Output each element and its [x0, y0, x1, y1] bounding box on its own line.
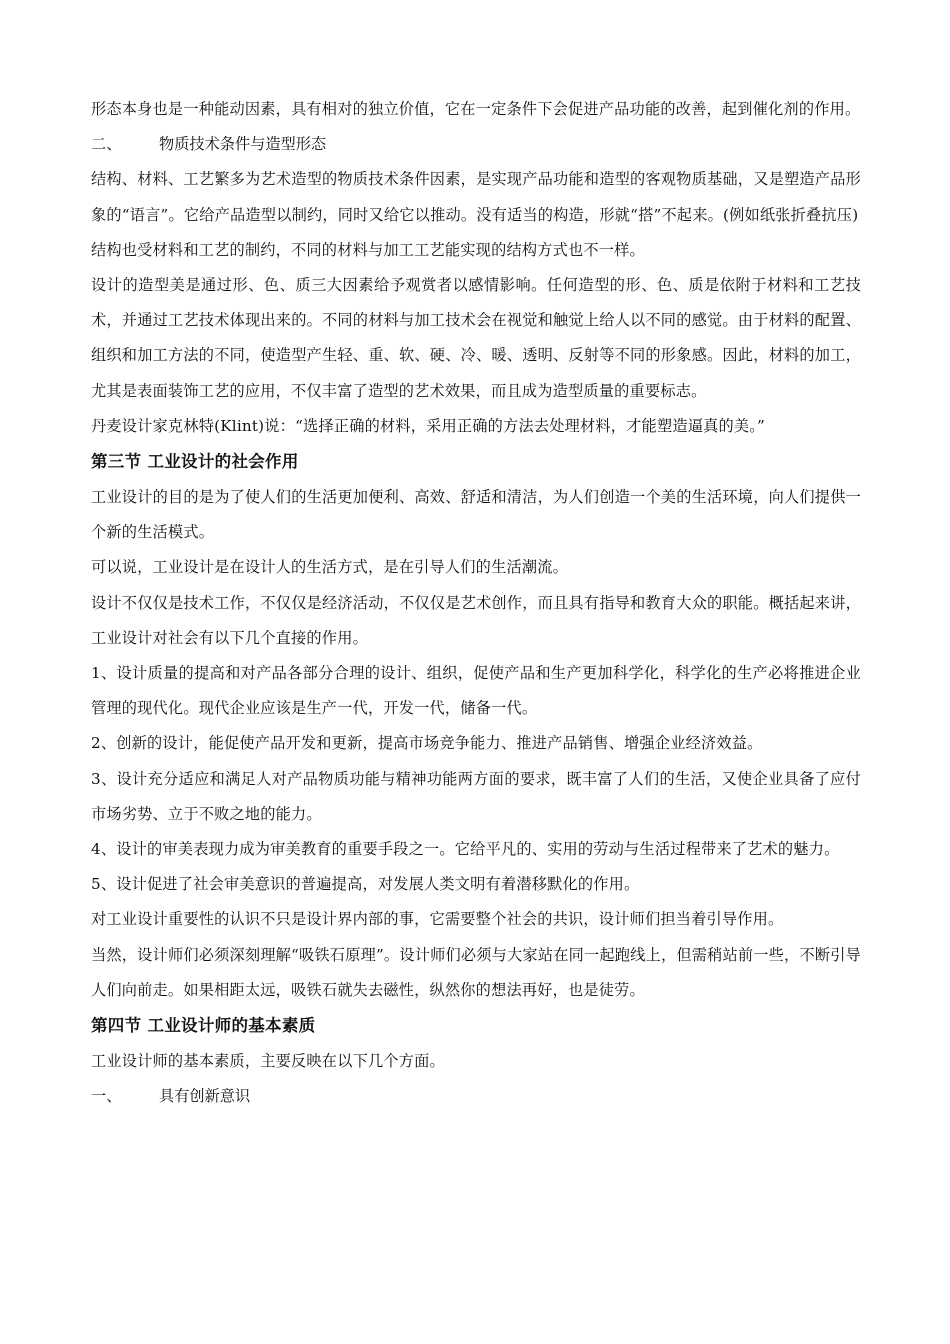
subheading-title: 物质技术条件与造型形态	[159, 135, 327, 154]
paragraph: 结构、材料、工艺繁多为艺术造型的物质技术条件因素，是实现产品功能和造型的客观物质基础，又是塑造产品形象的“语言”。它给产品造型以制约，同时又给它以推动。没有适当的构造，形就“搭”不起来。(例如纸张折叠抗压)	[91, 170, 861, 224]
list-item: 4、设计的审美表现力成为审美教育的重要手段之一。它给平凡的、实用的劳动与生活过程带来了艺术的魅力。	[91, 840, 840, 859]
list-item: 3、设计充分适应和满足人对产品物质功能与精神功能两方面的要求，既丰富了人们的生活，又使企业具备了应付市场劣势、立于不败之地的能力。	[91, 769, 861, 823]
paragraph: 设计的造型美是通过形、色、质三大因素给予观赏者以感情影响。任何造型的形、色、质是依附于材料和工艺技术，并通过工艺技术体现出来的。不同的材料与加工技术会在视觉和触觉上给人以不同的感觉。由于材料的配置、组织和加工方法的不同，使造型产生轻、重、软、硬、冷、暖、透明、反射等不同的形象感。因此，材料的加工，尤其是表面装饰工艺的应用，不仅丰富了造型的艺术效果，而且成为造型质量的重要标志。	[91, 276, 861, 400]
paragraph: 对工业设计重要性的认识不只是设计界内部的事，它需要整个社会的共识，设计师们担当着引导作用。	[91, 910, 784, 929]
subheading-number: 二、	[91, 135, 122, 154]
list-item: 5、设计促进了社会审美意识的普遍提高，对发展人类文明有着潜移默化的作用。	[91, 875, 640, 894]
paragraph: 结构也受材料和工艺的制约，不同的材料与加工工艺能实现的结构方式也不一样。	[91, 240, 645, 259]
document-page	[91, 92, 861, 1114]
section-heading-4: 第四节 工业设计师的基本素质	[91, 1016, 316, 1036]
paragraph: 当然，设计师们必须深刻理解“吸铁石原理”。设计师们必须与大家站在同一起跑线上，但需稍站前一些，不断引导人们向前走。如果相距太远，吸铁石就失去磁性，纵然你的想法再好，也是徒劳。	[91, 945, 861, 999]
section-heading-3: 第三节 工业设计的社会作用	[91, 452, 299, 472]
paragraph: 工业设计师的基本素质，主要反映在以下几个方面。	[91, 1052, 445, 1071]
paragraph: 形态本身也是一种能动因素，具有相对的独立价值，它在一定条件下会促进产品功能的改善，起到催化剂的作用。	[91, 100, 861, 118]
subheading-number: 一、	[91, 1087, 122, 1106]
subheading-material-tech	[91, 127, 861, 162]
subheading-title: 具有创新意识	[159, 1087, 251, 1106]
paragraph: 设计不仅仅是技术工作，不仅仅是经济活动，不仅仅是艺术创作，而且具有指导和教育大众的职能。概括起来讲，工业设计对社会有以下几个直接的作用。	[91, 593, 861, 647]
paragraph: 可以说，工业设计是在设计人的生活方式，是在引导人们的生活潮流。	[91, 558, 569, 577]
list-item: 1、设计质量的提高和对产品各部分合理的设计、组织，促使产品和生产更加科学化，科学化的生产必将推进企业管理的现代化。现代企业应该是生产一代，开发一代，储备一代。	[91, 664, 861, 718]
paragraph: 工业设计的目的是为了使人们的生活更加便利、高效、舒适和清洁，为人们创造一个美的生活环境，向人们提供一个新的生活模式。	[91, 488, 861, 542]
subheading-innovation	[91, 1079, 861, 1114]
paragraph-quote: 丹麦设计家克林特(Klint)说：“选择正确的材料，采用正确的方法去处理材料，才能塑造逼真的美。”	[91, 416, 766, 435]
list-item: 2、创新的设计，能促使产品开发和更新，提高市场竞争能力、推进产品销售、增强企业经济效益。	[91, 734, 763, 753]
